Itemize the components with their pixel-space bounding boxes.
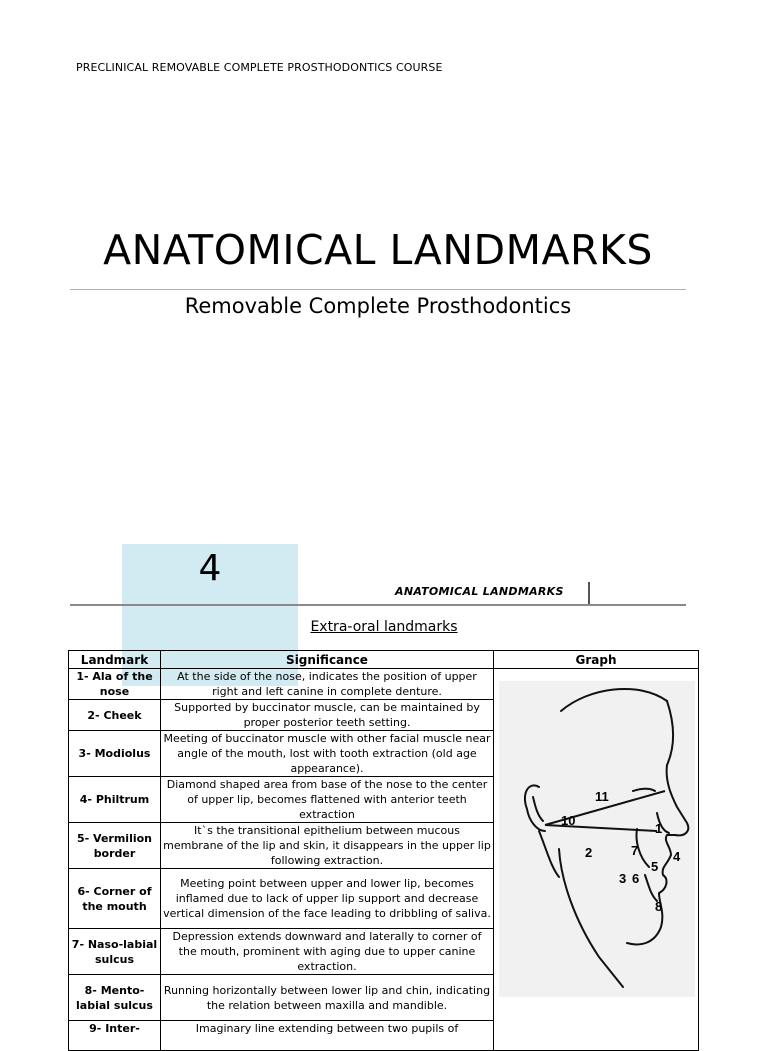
column-header-graph: Graph — [494, 651, 699, 669]
header-divider — [70, 604, 686, 606]
figure-label-11: 11 — [595, 789, 609, 804]
landmark-cell: 2- Cheek — [69, 700, 161, 731]
title-divider — [70, 289, 686, 290]
landmarks-table — [68, 650, 699, 1051]
landmark-cell: 5- Vermilion border — [69, 823, 161, 869]
landmark-cell: 9- Inter- — [69, 1021, 161, 1051]
figure-label-1: 1 — [655, 821, 663, 836]
landmark-cell: 3- Modiolus — [69, 731, 161, 777]
face-profile-figure — [499, 681, 695, 997]
figure-label-2: 2 — [585, 845, 593, 860]
significance-cell: Running horizontally between lower lip and chin, indicating the relation between maxilla and mandible. — [161, 975, 494, 1021]
significance-cell: Meeting point between upper and lower lip, becomes inflamed due to lack of upper lip support and decrease vertical dimension of the face leading to dribbling of saliva. — [161, 869, 494, 929]
significance-cell: Depression extends downward and laterally to corner of the mouth, prominent with aging due to upper canine extraction. — [161, 929, 494, 975]
landmark-cell: 6- Corner of the mouth — [69, 869, 161, 929]
figure-label-6: 6 — [632, 871, 640, 886]
figure-label-8: 8 — [655, 899, 663, 914]
table-header-row — [69, 651, 699, 669]
landmark-cell: 1- Ala of the nose — [69, 669, 161, 700]
column-header-significance: Significance — [161, 651, 494, 669]
significance-cell: Meeting of buccinator muscle with other facial muscle near angle of the mouth, lost with tooth extraction (old age appearance). — [161, 731, 494, 777]
figure-label-3: 3 — [619, 871, 627, 886]
figure-label-4: 4 — [673, 849, 681, 864]
running-head-bar — [588, 582, 590, 604]
landmark-cell: 4- Philtrum — [69, 777, 161, 823]
table-row — [69, 669, 699, 700]
significance-cell: At the side of the nose, indicates the position of upper right and left canine in complete denture. — [161, 669, 494, 700]
course-header: PRECLINICAL REMOVABLE COMPLETE PROSTHODONTICS COURSE — [76, 61, 443, 74]
significance-cell: It`s the transitional epithelium between mucous membrane of the lip and skin, it disappears in the upper lip following extraction. — [161, 823, 494, 869]
figure-label-7: 7 — [631, 843, 639, 858]
graph-cell — [494, 669, 699, 1051]
figure-label-5: 5 — [651, 859, 659, 874]
significance-cell: Diamond shaped area from base of the nose to the center of upper lip, becomes flattened with anterior teeth extraction — [161, 777, 494, 823]
running-head: ANATOMICAL LANDMARKS — [395, 585, 564, 598]
column-header-landmark: Landmark — [69, 651, 161, 669]
page-subtitle: Removable Complete Prosthodontics — [184, 294, 572, 318]
chapter-number: 4 — [198, 548, 222, 589]
figure-label-10: 10 — [561, 813, 576, 828]
significance-cell: Supported by buccinator muscle, can be maintained by proper posterior teeth setting. — [161, 700, 494, 731]
significance-cell: Imaginary line extending between two pupils of — [161, 1021, 494, 1051]
section-heading: Extra-oral landmarks — [310, 619, 458, 635]
landmark-cell: 7- Naso-labial sulcus — [69, 929, 161, 975]
page-title: ANATOMICAL LANDMARKS — [103, 226, 653, 274]
landmark-cell: 8- Mento-labial sulcus — [69, 975, 161, 1021]
